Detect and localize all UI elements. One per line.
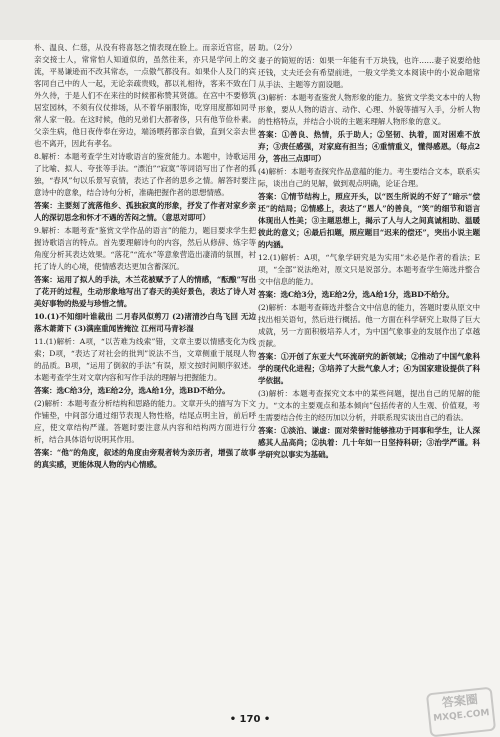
answer-paragraph: 10.(1)不知细叶谁裁出 二月春风似剪刀 (2)渚清沙白鸟飞回 无边落木萧萧下 (3)满座重闻皆掩泣 江州司马青衫湿 <box>34 312 256 333</box>
answer-paragraph: 答案：①善良、热情，乐于助人；②坚韧、执着，面对困难不放弃；③责任感强，对家庭有担当；④重情重义，懂得感恩。（每点2分，答出三点即可） <box>258 130 480 163</box>
text-paragraph: 9.解析：本题考查“鉴赏文学作品的语言”的能力，题目要求学生把握诗歌语言的特点。首先要理解诗句的内容，然后从修辞、炼字等角度分析其表达效果。“落花”“流水”等意象营造出凄清的氛围，衬托了诗人的心境，使情感表达更加含蓄深沉。 <box>34 226 256 271</box>
answer-paragraph: 答案：“他”的角度，叙述的角度由旁观者转为亲历者，增强了故事的真实感，更能体现人物的内心情感。 <box>34 448 256 469</box>
answer-paragraph: 答案：①情节结构上，照应开头，以“医生所说的不好了”暗示“偿还”的结局；②情感上，表达了“恩人”的善良，“笑”的细节和语言体现出人性美；③主题思想上，揭示了人与人之间真诚相助、温暖彼此的意义；④最后扣题，照应题目“迟来的偿还”，突出小说主题的内涵。 <box>258 192 480 249</box>
text-paragraph: (4)解析：本题考查探究作品意蕴的能力。考生要结合文本，联系实际，谈出自己的见解，做到观点明确，论证合理。 <box>258 167 480 188</box>
answer-paragraph: 答案：选C给3分，选E给2分，选A给1分，选BD不给分。 <box>34 386 230 395</box>
text-paragraph: 助。（2分） <box>258 43 297 52</box>
text-paragraph: 妻子的简短的话：如果一年能有千万块钱，也许……妻子说要给他还钱，丈夫还会有希望前进，一般文学类文本阅读中的小说命题常从手法、主题等方面设题。 <box>258 56 480 89</box>
text-paragraph: 8.解析：本题考查学生对诗歌语言的鉴赏能力。本题中，诗歌运用了比喻、拟人、夸张等手法。“漂泊”“寂寞”等词语写出了作者的孤独，“春风”句以乐景写哀情，表达了作者的思乡之情。解答时要注意诗中的意象，结合诗句分析，准确把握作者的思想情感。 <box>34 152 256 197</box>
text-paragraph: 11.(1)解析：A项，“以苦难为线索”错，文章主要以情感变化为线索；D项，“表达了对社会的批判”说法不当，文章侧重于展现人物的品质。B项，“运用了倒叙的手法”有误，原文按时间顺序叙述。本题考查学生对文章内容和写作手法的理解与把握能力。 <box>34 337 256 382</box>
answer-paragraph: 答案：选C给3分，选E给2分，选A给1分，选BD不给分。 <box>258 290 454 299</box>
answer-paragraph: 答案：主要刻了流落他乡、孤独寂寞的形象，抒发了作者对家乡亲人的深切思念和怀才不遇的苦闷之情。（意思对即可） <box>34 201 256 222</box>
watermark-sub: MXQE.COM <box>432 708 490 724</box>
right-column <box>258 42 480 462</box>
answer-paragraph: 答案：①淡泊、谦虚：面对荣誉时能够推功于同事和学生，让人深感其人品高尚；②执着：几十年如一日坚持科研；③治学严谨。科学研究以事实为基础。 <box>258 426 480 459</box>
text-paragraph: (2)解析：本题考查分析结构和思路的能力。文章开头的描写为下文作铺垫，中间部分通过细节表现人物性格，结尾点明主旨，前后呼应，使文章结构严谨。答题时要注意从内容和结构两方面进行分析，结合具体语句说明其作用。 <box>34 399 256 444</box>
text-paragraph: 12.(1)解析：A项，“气象学研究是为实用”未必是作者的看法；E项，“全部”说法绝对，原文只是说部分。本题考查学生筛选并整合文中信息的能力。 <box>258 253 480 286</box>
answer-paragraph: 答案：①开创了东亚大气环流研究的新领域；②推动了中国气象科学的现代化进程；③培养了大批气象人才；④为国家建设提供了科学依据。 <box>258 352 480 385</box>
text-paragraph: 朴、温良、仁慈，从没有将喜怒之情表现在脸上。而亲近官宦，居亲交接士人，常常怕人知道似的，虽然往来，亦只是学问上的交流，平易谦逊而不改其常态，一点傲气都没有。如果仆人及门的宾客同自己中的人一起，无论亲疏贵贱，都以礼相待，客来不致在门外久待，于是人们不在来往的时候都称赞其贤德。在宫中不要修筑居室园林，不须有仪仗排场，从不着华丽服饰，吃穿用度都如同寻常人家一般。在这时候，他的兄弟们大都奢侈，只有他节俭朴素。父亲生病，他日夜侍奉在旁边，端汤喂药都亲自做，直到父亲去世也不离开，因此有孝名。 <box>34 43 256 148</box>
answer-paragraph: 答案：运用了拟人的手法，木兰花被赋予了人的情感，“酝酿”写出了花开的过程，生动形象地写出了春天的美好景色，表达了诗人对美好事物的热爱与珍惜之情。 <box>34 275 256 308</box>
page-number: • 170 • <box>229 714 271 725</box>
page-header-strip <box>0 0 500 40</box>
text-paragraph: (2)解析：本题考查筛选并整合文中信息的能力，答题时要从原文中找出相关语句，然后进行概括。他一方面在科学研究上取得了巨大成就，另一方面积极培养人才，为中国气象事业的发展作出了卓越贡献。 <box>258 303 480 348</box>
watermark-title: 答案圈 <box>441 692 479 710</box>
watermark-logo <box>426 687 496 737</box>
left-column <box>34 42 256 472</box>
text-paragraph: (3)解析：本题考查探究文本中的某些问题，提出自己的见解的能力。“文本的主要观点和基本倾向”包括传者的人生观、价值观，考生需要结合传主的经历加以分析，并联系现实谈出自己的看法。 <box>258 389 480 422</box>
text-paragraph: (3)解析：本题考查鉴赏人物形象的能力。鉴赏文学类文本中的人物形象，要从人物的语言、动作、心理、外貌等描写入手，分析人物的性格特点，并结合小说的主题来理解人物形象的意义。 <box>258 93 480 126</box>
